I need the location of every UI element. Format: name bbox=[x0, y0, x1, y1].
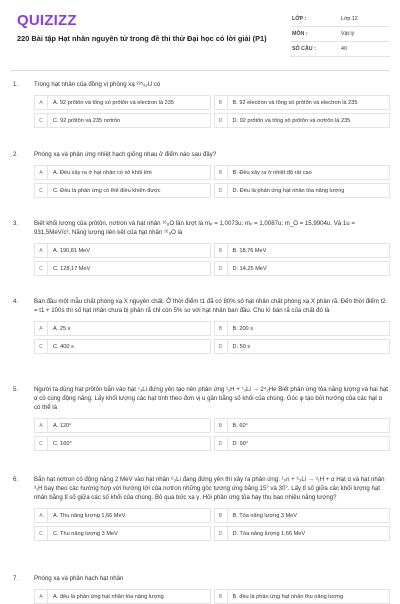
meta-row-count bbox=[290, 42, 390, 57]
question-text: Trong hạt nhân của đồng vị phóng xạ ²³⁵₉₂U có bbox=[34, 81, 161, 88]
option-letter: C bbox=[35, 437, 48, 450]
answer-option-a[interactable] bbox=[34, 243, 211, 258]
question-number: 6. bbox=[13, 476, 19, 483]
option-text: B. Đều xảy ra ở nhiệt độ rất cao bbox=[232, 169, 312, 176]
answer-option-c[interactable] bbox=[34, 436, 211, 451]
option-text: A. Thu năng lượng 1,66 MeV bbox=[53, 512, 126, 519]
option-text: B. Tỏa năng lượng 3 MeV bbox=[232, 512, 298, 519]
answer-option-a[interactable] bbox=[34, 508, 211, 523]
option-letter: D bbox=[215, 114, 228, 127]
question-text: Phóng xạ và phản ứng nhiệt hạch giống nhau ở điểm nào sau đây? bbox=[34, 151, 217, 158]
option-letter: D bbox=[215, 527, 228, 540]
option-text: B. 92 electron và tổng số prôtôn và electron là 235 bbox=[232, 99, 358, 106]
answer-options bbox=[34, 589, 390, 604]
answer-option-b[interactable] bbox=[214, 165, 391, 180]
option-letter: B bbox=[215, 419, 228, 432]
answer-option-b[interactable] bbox=[214, 589, 391, 604]
meta-label: MÔN : bbox=[292, 31, 308, 37]
answer-option-c[interactable] bbox=[34, 261, 211, 276]
answer-option-a[interactable] bbox=[34, 589, 211, 604]
answer-option-d[interactable] bbox=[214, 436, 391, 451]
question-text: Biết khối lượng của prôtôn, nơtron và hạt nhân ¹⁶₈O lần lượt là mₚ = 1,0073u; mₙ = 1,0087u; m_O = 15,9904u. Và 1u = 931,5MeV/c². Năng lượng liên kết của hạt nhân ¹⁶₈O là bbox=[34, 220, 355, 236]
answer-option-d[interactable] bbox=[214, 113, 391, 128]
option-text: A. 92 prôtôn và tổng số prôtôn và electron là 235 bbox=[53, 99, 174, 106]
option-letter: A bbox=[35, 419, 48, 432]
option-letter: A bbox=[35, 244, 48, 257]
option-text: C. 128,17 MeV bbox=[53, 265, 91, 272]
question-stem bbox=[10, 475, 390, 502]
question-number: 4. bbox=[13, 298, 19, 305]
answer-option-c[interactable] bbox=[34, 113, 211, 128]
answer-options bbox=[34, 321, 390, 354]
question-4 bbox=[10, 297, 390, 354]
option-text: C. 160° bbox=[53, 440, 72, 447]
answer-option-a[interactable] bbox=[34, 95, 211, 110]
option-letter: C bbox=[35, 527, 48, 540]
option-text: D. 50 s bbox=[232, 343, 251, 350]
answer-option-a[interactable] bbox=[34, 321, 211, 336]
question-2 bbox=[10, 150, 390, 198]
option-letter: B bbox=[215, 166, 228, 179]
question-text: Người ta dùng hạt prôtôn bắn vào hạt ⁷₃Li đứng yên tạo nên phản ứng ¹₁H + ⁷₃Li → 2⁴₂He Biết phản ứng tỏa năng lượng và hai hạt α có cùng động năng. Lấy khối lượng các hạt tính theo đơn vị u gần bằng số khối của chúng. Góc φ tạo bởi hướng của các hạt α có thể là bbox=[34, 386, 388, 411]
option-letter: B bbox=[215, 322, 228, 335]
option-text: C. Đều là phản ứng có thể điều khiển được bbox=[53, 187, 161, 194]
option-letter: A bbox=[35, 590, 48, 603]
option-letter: A bbox=[35, 166, 48, 179]
option-text: C. Thu năng lượng 3 MeV bbox=[53, 530, 118, 537]
answer-option-a[interactable] bbox=[34, 418, 211, 433]
option-text: D. 14,25 MeV bbox=[232, 265, 267, 272]
meta-label: LỚP : bbox=[292, 16, 307, 22]
question-number: 3. bbox=[13, 220, 19, 227]
meta-value: Vật lý bbox=[341, 31, 355, 37]
question-number: 7. bbox=[13, 575, 19, 582]
option-text: D. Đều là phản ứng hạt nhân tỏa năng lượng bbox=[232, 187, 345, 194]
answer-option-b[interactable] bbox=[214, 95, 391, 110]
option-letter: B bbox=[215, 244, 228, 257]
option-text: C. 400 s bbox=[53, 343, 74, 350]
meta-row-subject bbox=[290, 27, 390, 42]
option-letter: A bbox=[35, 96, 48, 109]
option-letter: B bbox=[215, 590, 228, 603]
question-6 bbox=[10, 475, 390, 541]
meta-value: 40 bbox=[341, 46, 347, 52]
answer-options bbox=[34, 95, 390, 128]
option-letter: D bbox=[215, 184, 228, 197]
option-text: A. 190,81 MeV bbox=[53, 247, 91, 254]
meta-value: Lớp 12 bbox=[341, 16, 358, 22]
page-title: 220 Bài tập Hạt nhân nguyên tử trong đề thi thử Đại học có lời giải (P1) bbox=[17, 34, 267, 43]
option-letter: D bbox=[215, 340, 228, 353]
meta-row-class bbox=[290, 12, 390, 27]
question-stem bbox=[10, 574, 390, 583]
question-3 bbox=[10, 219, 390, 276]
option-letter: A bbox=[35, 509, 48, 522]
option-text: B. 60° bbox=[232, 422, 248, 429]
answer-option-a[interactable] bbox=[34, 165, 211, 180]
question-stem bbox=[10, 80, 390, 89]
question-5 bbox=[10, 385, 390, 451]
answer-option-b[interactable] bbox=[214, 508, 391, 523]
question-1 bbox=[10, 80, 390, 128]
answer-option-b[interactable] bbox=[214, 418, 391, 433]
question-stem bbox=[10, 385, 390, 412]
header-divider bbox=[10, 70, 390, 71]
question-text: Bắn hạt nơtron có động năng 2 MeV vào hạt nhân ⁶₃Li đang đứng yên thì xảy ra phản ứng: ¹₀n + ⁶₃Li → ³₁H + α Hạt α và hạt nhân ³₁H bay theo các hướng hợp với hướng tới của nơtron những góc tương ứng bằng 15° và 30°. Lấy tỉ số giữa các khối lượng hạt nhân bằng tỉ số giữa các số khối của chúng. Bỏ qua bức xạ γ. Hỏi phản ứng tỏa hay thu bao nhiêu năng lượng? bbox=[34, 476, 385, 501]
quizizz-logo: QUIZIZZ bbox=[17, 12, 77, 29]
answer-option-d[interactable] bbox=[214, 526, 391, 541]
answer-option-c[interactable] bbox=[34, 183, 211, 198]
option-text: D. 90° bbox=[232, 440, 249, 447]
answer-option-b[interactable] bbox=[214, 321, 391, 336]
option-text: A. đều là phản ứng hạt nhân tỏa năng lượng bbox=[53, 593, 164, 600]
option-letter: B bbox=[215, 96, 228, 109]
option-text: D. 92 prôtôn và tổng số prôtôn và nơtrôn là 235 bbox=[232, 117, 351, 124]
option-letter: A bbox=[35, 322, 48, 335]
question-stem bbox=[10, 297, 390, 315]
option-text: A. Đều xảy ra ở hạt nhân có số khối lớn bbox=[53, 169, 152, 176]
option-letter: D bbox=[215, 437, 228, 450]
option-text: A. 25 s bbox=[53, 325, 71, 332]
option-letter: C bbox=[35, 340, 48, 353]
question-text: Ban đầu một mẫu chất phóng xạ X nguyên chất. Ở thời điểm t1 đã có 80% số hạt nhân chất phóng xạ X phân rã. Đến thời điểm t2 = t1 + 100s thì số hạt nhân chưa bị phân rã chỉ còn 5% so với hạt nhân ban đầu. Chu kì bán rã của chất đó là bbox=[34, 298, 386, 314]
answer-option-b[interactable] bbox=[214, 243, 391, 258]
question-text: Phóng xạ và phân hạch hạt nhân bbox=[34, 575, 124, 582]
option-text: B. đều là phản ứng hạt nhân thu năng lượng bbox=[232, 593, 344, 600]
option-text: B. 18,76 MeV bbox=[232, 247, 267, 254]
option-letter: B bbox=[215, 509, 228, 522]
question-number: 1. bbox=[13, 81, 19, 88]
worksheet-meta bbox=[290, 12, 390, 57]
answer-options bbox=[34, 243, 390, 276]
answer-option-d[interactable] bbox=[214, 183, 391, 198]
answer-option-c[interactable] bbox=[34, 526, 211, 541]
question-stem bbox=[10, 219, 390, 237]
answer-options bbox=[34, 418, 390, 451]
question-number: 5. bbox=[13, 386, 19, 393]
option-text: C. 92 prôtôn và 235 nơtrôn bbox=[53, 117, 121, 124]
option-letter: C bbox=[35, 114, 48, 127]
question-number: 2. bbox=[13, 151, 19, 158]
answer-option-c[interactable] bbox=[34, 339, 211, 354]
option-letter: D bbox=[215, 262, 228, 275]
answer-options bbox=[34, 508, 390, 541]
question-stem bbox=[10, 150, 390, 159]
answer-option-d[interactable] bbox=[214, 261, 391, 276]
option-letter: C bbox=[35, 184, 48, 197]
meta-label: SỐ CÂU : bbox=[292, 46, 316, 52]
option-text: B. 200 s bbox=[232, 325, 254, 332]
answer-options bbox=[34, 165, 390, 198]
option-text: D. Tỏa năng lượng 1,66 MeV bbox=[232, 530, 306, 537]
option-text: A. 120° bbox=[53, 422, 72, 429]
answer-option-d[interactable] bbox=[214, 339, 391, 354]
option-letter: C bbox=[35, 262, 48, 275]
